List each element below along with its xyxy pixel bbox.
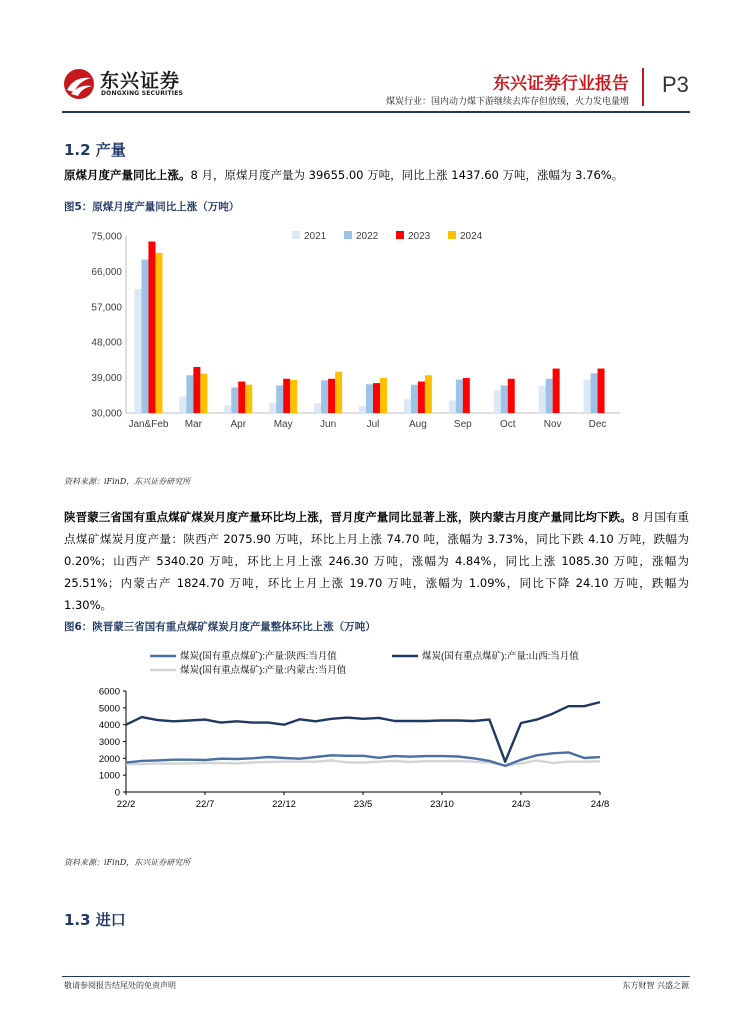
bar-2023-Oct [508, 379, 515, 413]
x-tick-label: Jan&Feb [128, 419, 169, 430]
bar-2023-Jul [373, 383, 380, 413]
footer-disclaimer-note: 敬请参阅报告结尾处的免责声明 [64, 981, 176, 990]
bar-2024-Apr [245, 385, 252, 413]
bar-2023-Aug [418, 382, 425, 413]
x-tick-label: 23/10 [430, 799, 454, 810]
paragraph-raw-coal-lead: 原煤月度产量同比上涨。 [64, 168, 191, 182]
x-tick-label: 24/8 [590, 799, 610, 810]
bar-2023-Apr [238, 382, 245, 413]
bar-2024-Mar [200, 374, 207, 413]
legend-swatch-2024 [448, 231, 456, 239]
figure-5-source: 资料来源：iFinD，东兴证券研究所 [64, 477, 191, 486]
legend-swatch-2023 [396, 231, 404, 239]
series-line-2 [126, 760, 600, 765]
legend-swatch-2022 [344, 231, 352, 239]
y-tick-label: 30,000 [91, 408, 122, 420]
bar-2021-Dec [584, 380, 591, 413]
x-tick-label: Jun [320, 419, 337, 430]
bar-2023-Nov [553, 369, 560, 413]
paragraph-province-body: 8 月国有重点煤矿煤炭月度产量：陕西产 2075.90 万吨，环比上月上涨 74.70 吨，涨幅为 3.73%，同比下跌 4.10 万吨，跌幅为 0.20%；山西产 5340.20 万吨，环比上月上涨 246.30 万吨，涨幅为 4.84%，同比上涨 1085.30 万吨，涨幅为 25.51%；内蒙古产 1824.70 万吨，环比上月上涨 19.70 万吨，涨幅为 1.09%，同比下降 24.10 万吨，跌幅为 1.30%。 [64, 510, 689, 612]
bar-2023-Sep [463, 378, 470, 413]
legend-label-2022: 2022 [356, 231, 379, 242]
logo-english-name: DONGXING SECURITIES [101, 90, 184, 97]
bar-2023-Dec [598, 369, 605, 413]
logo-mark-icon [62, 68, 96, 100]
x-tick-label: Nov [543, 419, 562, 430]
legend-label-0: 煤炭(国有重点煤矿):产量:陕西:当月值 [180, 651, 337, 662]
y-tick-label: 39,000 [91, 373, 122, 385]
x-tick-label: 23/5 [353, 799, 373, 810]
bar-2021-Sep [449, 400, 456, 413]
bar-2022-Jul [366, 384, 373, 413]
bar-2021-Nov [539, 386, 546, 413]
bar-2023-Mar [193, 367, 200, 413]
section-title-imports: 1.3 进口 [64, 911, 126, 929]
bar-2024-May [290, 380, 297, 413]
bar-2023-Jun [328, 379, 335, 413]
bar-2023-Jan&Feb [148, 242, 155, 413]
x-tick-label: Jul [366, 419, 380, 430]
legend-swatch-2021 [292, 231, 300, 239]
x-tick-label: Sep [453, 419, 472, 430]
bar-2022-Mar [186, 375, 193, 413]
x-tick-label: 22/2 [116, 799, 136, 810]
series-line-1 [126, 702, 600, 762]
legend-label-2023: 2023 [408, 231, 431, 242]
x-tick-label: 22/12 [272, 799, 296, 810]
x-tick-label: Dec [588, 419, 607, 430]
y-tick-label: 57,000 [91, 302, 122, 314]
y-tick-label: 4000 [98, 720, 120, 732]
footer-rule [62, 976, 690, 977]
figure-6-source: 资料来源：iFinD，东兴证券研究所 [64, 858, 191, 867]
bar-2021-May [269, 403, 276, 413]
bar-2022-Aug [411, 385, 418, 413]
legend-label-2024: 2024 [460, 231, 483, 242]
legend-label-2: 煤炭(国有重点煤矿):产量:内蒙古:当月值 [180, 665, 347, 676]
y-tick-label: 75,000 [91, 231, 122, 243]
paragraph-province-lead: 陕晋蒙三省国有重点煤矿煤炭月度产量环比均上涨，晋月度产量同比显著上涨，陕内蒙古月度产量同比均下跌。 [64, 510, 632, 524]
bar-2022-Dec [591, 373, 598, 413]
figure-6-line-chart [80, 644, 640, 829]
paragraph-raw-coal-body: 8 月，原煤月度产量为 39655.00 万吨，同比上涨 1437.60 万吨，涨幅为 3.76%。 [190, 168, 624, 182]
y-tick-label: 1000 [98, 770, 120, 782]
paragraph-raw-coal-output [64, 164, 689, 186]
legend-label-1: 煤炭(国有重点煤矿):产量:山西:当月值 [422, 651, 579, 662]
x-tick-label: Oct [499, 419, 516, 430]
bar-2021-Oct [494, 390, 501, 413]
x-tick-label: Apr [230, 419, 247, 430]
company-logo [62, 66, 192, 102]
bar-2021-Jun [314, 403, 321, 413]
figure-5-bar-chart [70, 222, 630, 447]
bar-2022-Jan&Feb [141, 260, 148, 413]
y-tick-label: 48,000 [91, 337, 122, 349]
bar-2022-May [276, 385, 283, 413]
bar-2021-Apr [224, 405, 231, 413]
bar-2023-May [283, 379, 290, 413]
bar-2021-Mar [179, 396, 186, 413]
bar-2022-Jun [321, 380, 328, 413]
bar-2022-Oct [501, 385, 508, 413]
y-tick-label: 3000 [98, 737, 120, 748]
page-number: P3 [662, 72, 689, 97]
logo-chinese-name: 东兴证券 [100, 70, 181, 92]
bar-2024-Jan&Feb [155, 253, 162, 413]
y-tick-label: 5000 [98, 703, 120, 715]
bar-2021-Jul [359, 406, 366, 413]
header-rule [62, 111, 690, 113]
bar-2022-Nov [546, 379, 553, 413]
legend-label-2021: 2021 [304, 231, 327, 242]
x-tick-label: May [273, 419, 293, 430]
bar-2022-Apr [231, 387, 238, 413]
bar-2024-Jun [335, 372, 342, 413]
x-tick-label: Mar [184, 419, 202, 430]
figure-6-title: 图6：陕晋蒙三省国有重点煤矿煤炭月度产量整体环比上涨（万吨） [64, 621, 376, 633]
bar-2021-Aug [404, 399, 411, 413]
bar-2024-Aug [425, 375, 432, 413]
x-tick-label: Aug [409, 419, 427, 430]
y-tick-label: 6000 [98, 686, 120, 698]
header-vertical-divider [642, 68, 644, 106]
report-title: 东兴证券行业报告 [493, 74, 629, 94]
y-tick-label: 0 [114, 787, 120, 799]
footer-slogan: 东方财智 兴盛之源 [622, 981, 689, 990]
section-title-production: 1.2 产量 [64, 141, 126, 159]
x-tick-label: 24/3 [511, 799, 531, 810]
y-tick-label: 66,000 [91, 266, 122, 278]
paragraph-province-output [64, 506, 689, 616]
report-subtitle: 煤炭行业：国内动力煤下游继续去库存但放缓，火力发电量增 [385, 97, 629, 107]
bar-2022-Sep [456, 380, 463, 413]
y-tick-label: 2000 [98, 753, 120, 765]
bar-2024-Jul [380, 378, 387, 413]
x-tick-label: 22/7 [195, 799, 215, 810]
bar-2021-Jan&Feb [134, 289, 141, 413]
figure-5-title: 图5：原煤月度产量同比上涨（万吨） [64, 201, 240, 213]
